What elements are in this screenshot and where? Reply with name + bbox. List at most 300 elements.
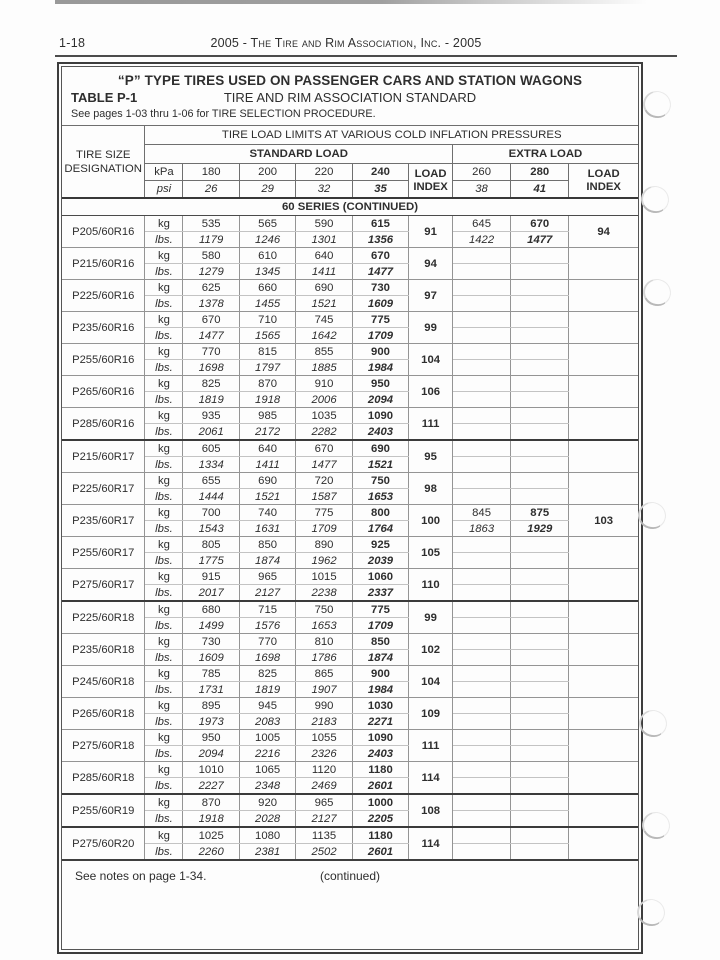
extra-load-kg-260 [452, 634, 510, 650]
load-lbs-29: 1345 [239, 264, 295, 280]
extra-load-lbs-38 [452, 553, 510, 569]
load-kg-240: 1180 [352, 827, 408, 844]
load-kg-180: 605 [183, 440, 239, 457]
load-kg-220: 1120 [296, 762, 352, 778]
unit-kg-label: kg [145, 698, 183, 714]
load-lbs-35: 1984 [352, 682, 408, 698]
tire-row-kg [62, 280, 638, 296]
load-kg-180: 825 [183, 376, 239, 392]
psi-32: 32 [296, 181, 352, 199]
tire-row-lbs [62, 553, 638, 569]
tire-row-kg [62, 601, 638, 618]
extra-load-kg-280 [511, 440, 569, 457]
extra-load-kg-280 [511, 601, 569, 618]
unit-lbs-label: lbs. [145, 778, 183, 795]
tire-row-lbs [62, 392, 638, 408]
extra-load-index-value: 94 [569, 216, 638, 248]
tire-size-designation: P265/60R16 [62, 376, 145, 408]
kpa-240: 240 [352, 164, 408, 181]
extra-load-kg-260 [452, 762, 510, 778]
load-kg-240: 730 [352, 280, 408, 296]
load-kg-240: 690 [352, 440, 408, 457]
load-lbs-29: 1246 [239, 232, 295, 248]
load-lbs-26: 1378 [183, 296, 239, 312]
extra-load-lbs-41 [511, 360, 569, 376]
load-lbs-29: 1819 [239, 682, 295, 698]
load-kg-240: 775 [352, 312, 408, 328]
load-kg-220: 1055 [296, 730, 352, 746]
load-lbs-32: 2282 [296, 424, 352, 441]
tire-row-kg [62, 505, 638, 521]
tire-row-lbs [62, 811, 638, 828]
load-lbs-26: 2061 [183, 424, 239, 441]
load-kg-220: 855 [296, 344, 352, 360]
tire-size-designation: P225/60R18 [62, 601, 145, 634]
load-kg-180: 895 [183, 698, 239, 714]
load-kg-240: 1000 [352, 794, 408, 811]
extra-load-kg-260 [452, 569, 510, 585]
tire-row-lbs [62, 424, 638, 441]
psi-38: 38 [452, 181, 510, 199]
unit-kg-label: kg [145, 376, 183, 392]
extra-load-kg-280 [511, 473, 569, 489]
load-lbs-32: 2326 [296, 746, 352, 762]
load-kg-200: 870 [239, 376, 295, 392]
load-kg-220: 865 [296, 666, 352, 682]
load-lbs-32: 2183 [296, 714, 352, 730]
unit-kg-label: kg [145, 666, 183, 682]
extra-load-lbs-38 [452, 618, 510, 634]
unit-lbs-label: lbs. [145, 682, 183, 698]
extra-load-lbs-38 [452, 585, 510, 602]
unit-lbs-label: lbs. [145, 296, 183, 312]
load-kg-220: 1015 [296, 569, 352, 585]
load-lbs-35: 2601 [352, 844, 408, 861]
tire-row-kg [62, 762, 638, 778]
binder-hole-shadow [640, 275, 675, 309]
section-header: 60 SERIES (CONTINUED) [62, 198, 638, 216]
load-lbs-29: 1918 [239, 392, 295, 408]
load-lbs-32: 2502 [296, 844, 352, 861]
load-lbs-29: 1411 [239, 457, 295, 473]
unit-kg-label: kg [145, 827, 183, 844]
tire-row-kg [62, 666, 638, 682]
load-lbs-29: 1631 [239, 521, 295, 537]
load-index-line2: INDEX [413, 180, 448, 193]
unit-kg-label: kg [145, 473, 183, 489]
section-header-row [62, 198, 638, 216]
extra-load-lbs-38 [452, 778, 510, 795]
standard-load-header: STANDARD LOAD [145, 145, 453, 164]
load-kg-200: 825 [239, 666, 295, 682]
binder-hole-shadow [640, 87, 675, 121]
page-header [57, 36, 635, 54]
load-kg-220: 750 [296, 601, 352, 618]
load-index-value: 102 [409, 634, 453, 666]
unit-lbs-label: lbs. [145, 585, 183, 602]
kpa-180: 180 [183, 164, 239, 181]
load-kg-220: 720 [296, 473, 352, 489]
load-kg-200: 710 [239, 312, 295, 328]
unit-kg-label: kg [145, 730, 183, 746]
extra-load-kg-280 [511, 537, 569, 553]
unit-lbs-label: lbs. [145, 553, 183, 569]
extra-load-lbs-41 [511, 392, 569, 408]
load-lbs-29: 2216 [239, 746, 295, 762]
kpa-200: 200 [239, 164, 295, 181]
load-lbs-35: 1874 [352, 650, 408, 666]
load-lbs-32: 1301 [296, 232, 352, 248]
extra-load-index-value [569, 634, 638, 666]
unit-lbs-label: lbs. [145, 360, 183, 376]
load-lbs-35: 2205 [352, 811, 408, 828]
extra-load-lbs-38 [452, 457, 510, 473]
load-kg-240: 1180 [352, 762, 408, 778]
tire-size-designation: P275/60R18 [62, 730, 145, 762]
load-lbs-26: 1698 [183, 360, 239, 376]
extra-load-lbs-38 [452, 296, 510, 312]
extra-load-lbs-41: 1477 [511, 232, 569, 248]
extra-load-kg-280 [511, 762, 569, 778]
load-lbs-32: 2006 [296, 392, 352, 408]
tire-size-designation: P285/60R16 [62, 408, 145, 441]
load-lbs-32: 1521 [296, 296, 352, 312]
load-lbs-26: 2017 [183, 585, 239, 602]
load-index-value: 94 [409, 248, 453, 280]
tire-row-lbs [62, 521, 638, 537]
load-kg-200: 740 [239, 505, 295, 521]
tire-row-lbs [62, 844, 638, 861]
extra-load-lbs-41 [511, 489, 569, 505]
tire-size-designation: P285/60R18 [62, 762, 145, 795]
load-index-header [409, 164, 453, 199]
load-lbs-29: 1521 [239, 489, 295, 505]
extra-load-kg-260 [452, 440, 510, 457]
tire-row-kg [62, 537, 638, 553]
unit-lbs-label: lbs. [145, 714, 183, 730]
psi-29: 29 [239, 181, 295, 199]
psi-26: 26 [183, 181, 239, 199]
extra-load-index-value [569, 376, 638, 408]
load-type-row [62, 145, 638, 164]
tire-row-kg [62, 216, 638, 232]
extra-load-kg-280 [511, 827, 569, 844]
kpa-row [62, 164, 638, 181]
unit-kg-label: kg [145, 440, 183, 457]
extra-load-lbs-41 [511, 424, 569, 441]
load-lbs-35: 1984 [352, 360, 408, 376]
extra-load-lbs-38 [452, 328, 510, 344]
tire-row-kg [62, 248, 638, 264]
unit-kg-label: kg [145, 762, 183, 778]
tire-row-kg [62, 569, 638, 585]
load-kg-200: 660 [239, 280, 295, 296]
load-kg-180: 580 [183, 248, 239, 264]
load-index-value: 104 [409, 666, 453, 698]
extra-load-kg-260 [452, 473, 510, 489]
load-kg-220: 1035 [296, 408, 352, 424]
load-index-value: 111 [409, 408, 453, 441]
load-lbs-32: 1962 [296, 553, 352, 569]
load-lbs-32: 2127 [296, 811, 352, 828]
tire-size-designation: P235/60R16 [62, 312, 145, 344]
extra-load-kg-260: 645 [452, 216, 510, 232]
load-kg-180: 625 [183, 280, 239, 296]
load-lbs-35: 1709 [352, 618, 408, 634]
tire-size-designation: P255/60R19 [62, 794, 145, 827]
load-kg-240: 615 [352, 216, 408, 232]
extra-load-kg-280 [511, 730, 569, 746]
tire-row-kg [62, 312, 638, 328]
extra-load-index-value [569, 248, 638, 280]
load-lbs-35: 2337 [352, 585, 408, 602]
footer-note: See notes on page 1-34. [75, 869, 207, 883]
extra-load-index-value [569, 569, 638, 602]
extra-load-lbs-38 [452, 746, 510, 762]
load-lbs-32: 2469 [296, 778, 352, 795]
header-rule [55, 55, 677, 57]
table-note: See pages 1-03 thru 1-06 for TIRE SELECTION PROCEDURE. [71, 108, 376, 120]
load-lbs-29: 1874 [239, 553, 295, 569]
extra-load-kg-280: 670 [511, 216, 569, 232]
unit-lbs-label: lbs. [145, 618, 183, 634]
load-lbs-35: 1521 [352, 457, 408, 473]
extra-load-kg-260 [452, 344, 510, 360]
extra-load-kg-260 [452, 280, 510, 296]
tire-size-designation: P235/60R18 [62, 634, 145, 666]
load-index-value: 104 [409, 344, 453, 376]
extra-load-lbs-38 [452, 424, 510, 441]
load-index-value: 105 [409, 537, 453, 569]
load-kg-200: 1080 [239, 827, 295, 844]
extra-load-kg-260 [452, 698, 510, 714]
extra-load-lbs-38 [452, 811, 510, 828]
load-lbs-35: 1356 [352, 232, 408, 248]
kpa-label: kPa [145, 164, 183, 181]
extra-load-index-value [569, 601, 638, 634]
tire-row-lbs [62, 682, 638, 698]
unit-kg-label: kg [145, 537, 183, 553]
tire-size-designation: P255/60R17 [62, 537, 145, 569]
binder-hole-shadow [639, 808, 674, 842]
extra-load-header: EXTRA LOAD [452, 145, 638, 164]
extra-load-kg-260 [452, 248, 510, 264]
load-kg-180: 950 [183, 730, 239, 746]
extra-load-kg-280 [511, 312, 569, 328]
col-header-tire-size [62, 126, 145, 199]
load-lbs-35: 2039 [352, 553, 408, 569]
load-lbs-26: 1973 [183, 714, 239, 730]
unit-kg-label: kg [145, 216, 183, 232]
load-kg-220: 965 [296, 794, 352, 811]
title-line2 [71, 89, 629, 107]
load-lbs-26: 1444 [183, 489, 239, 505]
load-index-value: 98 [409, 473, 453, 505]
extra-load-index-value [569, 666, 638, 698]
unit-lbs-label: lbs. [145, 650, 183, 666]
unit-kg-label: kg [145, 634, 183, 650]
unit-lbs-label: lbs. [145, 521, 183, 537]
load-index-value: 109 [409, 698, 453, 730]
tire-row-kg [62, 827, 638, 844]
title-block [62, 67, 638, 125]
kpa-260: 260 [452, 164, 510, 181]
page-number: 1-18 [59, 36, 86, 50]
tire-row-kg [62, 794, 638, 811]
load-kg-180: 1025 [183, 827, 239, 844]
load-kg-180: 770 [183, 344, 239, 360]
load-lbs-35: 1609 [352, 296, 408, 312]
tire-row-kg [62, 344, 638, 360]
extra-load-lbs-38: 1863 [452, 521, 510, 537]
extra-load-kg-260 [452, 376, 510, 392]
load-lbs-26: 1179 [183, 232, 239, 248]
load-kg-240: 950 [352, 376, 408, 392]
unit-lbs-label: lbs. [145, 811, 183, 828]
load-kg-220: 775 [296, 505, 352, 521]
extra-load-kg-260 [452, 794, 510, 811]
box-footer [62, 861, 638, 889]
load-kg-240: 925 [352, 537, 408, 553]
extra-load-kg-260: 845 [452, 505, 510, 521]
load-lbs-29: 1698 [239, 650, 295, 666]
load-lbs-26: 1334 [183, 457, 239, 473]
banner-header: TIRE LOAD LIMITS AT VARIOUS COLD INFLATION PRESSURES [145, 126, 638, 145]
tire-row-lbs [62, 328, 638, 344]
load-index-value: 106 [409, 376, 453, 408]
extra-load-index-header [569, 164, 638, 199]
load-lbs-35: 1653 [352, 489, 408, 505]
tire-row-kg [62, 440, 638, 457]
load-kg-180: 935 [183, 408, 239, 424]
load-index-line1: LOAD [414, 167, 447, 180]
table-subtitle: TIRE AND RIM ASSOCIATION STANDARD [223, 90, 477, 105]
tire-row-lbs [62, 585, 638, 602]
tire-row-lbs [62, 714, 638, 730]
tire-row-lbs [62, 457, 638, 473]
load-kg-240: 1090 [352, 730, 408, 746]
load-lbs-26: 2260 [183, 844, 239, 861]
load-limits-table [62, 125, 638, 861]
load-index-value: 114 [409, 762, 453, 795]
scan-artifact-top-edge [55, 0, 647, 4]
tire-size-designation: P235/60R17 [62, 505, 145, 537]
tire-row-lbs [62, 489, 638, 505]
load-kg-180: 870 [183, 794, 239, 811]
footer-continued: (continued) [319, 869, 381, 883]
load-lbs-29: 1455 [239, 296, 295, 312]
load-lbs-29: 2381 [239, 844, 295, 861]
load-lbs-35: 2403 [352, 746, 408, 762]
load-lbs-26: 2094 [183, 746, 239, 762]
load-lbs-35: 1709 [352, 328, 408, 344]
load-kg-180: 915 [183, 569, 239, 585]
load-kg-180: 785 [183, 666, 239, 682]
load-kg-240: 850 [352, 634, 408, 650]
load-index-value: 108 [409, 794, 453, 827]
load-lbs-32: 1786 [296, 650, 352, 666]
load-kg-180: 655 [183, 473, 239, 489]
unit-kg-label: kg [145, 248, 183, 264]
extra-load-kg-280 [511, 248, 569, 264]
tire-row-kg [62, 473, 638, 489]
tire-row-kg [62, 408, 638, 424]
unit-kg-label: kg [145, 280, 183, 296]
extra-load-lbs-41 [511, 746, 569, 762]
tire-row-lbs [62, 264, 638, 280]
load-kg-220: 590 [296, 216, 352, 232]
load-lbs-26: 1499 [183, 618, 239, 634]
tire-size-designation: P245/60R18 [62, 666, 145, 698]
extra-load-lbs-38 [452, 844, 510, 861]
unit-kg-label: kg [145, 505, 183, 521]
extra-load-index-value [569, 730, 638, 762]
extra-load-kg-280: 875 [511, 505, 569, 521]
extra-load-lbs-38 [452, 650, 510, 666]
kpa-220: 220 [296, 164, 352, 181]
load-kg-220: 990 [296, 698, 352, 714]
load-lbs-29: 2083 [239, 714, 295, 730]
extra-load-kg-280 [511, 569, 569, 585]
tire-size-designation: P215/60R16 [62, 248, 145, 280]
load-kg-200: 850 [239, 537, 295, 553]
load-index-value: 100 [409, 505, 453, 537]
load-kg-240: 800 [352, 505, 408, 521]
extra-load-lbs-38 [452, 360, 510, 376]
extra-load-kg-260 [452, 601, 510, 618]
load-kg-180: 670 [183, 312, 239, 328]
load-lbs-35: 2601 [352, 778, 408, 795]
load-kg-200: 690 [239, 473, 295, 489]
unit-kg-label: kg [145, 312, 183, 328]
table-inner-border [61, 66, 639, 950]
page-header-title: 2005 - The Tire and Rim Association, Inc. - 2005 [210, 36, 482, 50]
tire-row-lbs [62, 778, 638, 795]
load-kg-220: 690 [296, 280, 352, 296]
psi-row [62, 181, 638, 199]
extra-load-kg-280 [511, 280, 569, 296]
load-lbs-29: 2127 [239, 585, 295, 602]
load-kg-240: 900 [352, 344, 408, 360]
load-lbs-35: 2403 [352, 424, 408, 441]
extra-load-lbs-38 [452, 264, 510, 280]
load-kg-180: 680 [183, 601, 239, 618]
load-lbs-29: 2028 [239, 811, 295, 828]
unit-lbs-label: lbs. [145, 328, 183, 344]
load-kg-200: 770 [239, 634, 295, 650]
psi-35: 35 [352, 181, 408, 199]
tire-row-kg [62, 730, 638, 746]
extra-load-kg-280 [511, 666, 569, 682]
load-kg-240: 900 [352, 666, 408, 682]
extra-load-lbs-41 [511, 811, 569, 828]
load-kg-240: 670 [352, 248, 408, 264]
table-id: TABLE P-1 [71, 90, 138, 105]
kpa-280: 280 [511, 164, 569, 181]
extra-load-index-line1: LOAD [587, 167, 620, 180]
extra-load-kg-260 [452, 537, 510, 553]
table-outer-border [57, 62, 643, 954]
load-kg-220: 640 [296, 248, 352, 264]
load-kg-200: 920 [239, 794, 295, 811]
tire-size-designation: P225/60R16 [62, 280, 145, 312]
extra-load-index-value [569, 794, 638, 827]
load-kg-200: 985 [239, 408, 295, 424]
unit-kg-label: kg [145, 601, 183, 618]
tire-size-designation: P215/60R17 [62, 440, 145, 473]
extra-load-kg-260 [452, 312, 510, 328]
extra-load-lbs-41 [511, 714, 569, 730]
